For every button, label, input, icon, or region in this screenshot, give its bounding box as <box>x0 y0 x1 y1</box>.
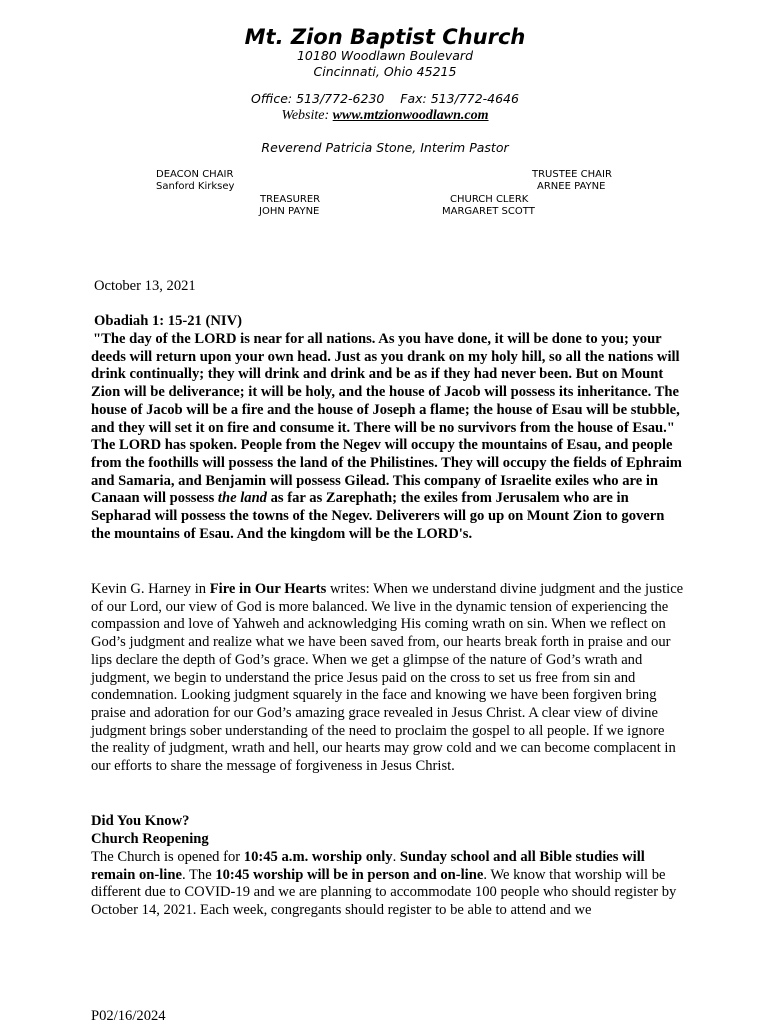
trustee-chair-title: TRUSTEE CHAIR <box>532 169 612 180</box>
church-reopening-heading: Church Reopening <box>91 831 209 847</box>
website-line <box>0 107 770 125</box>
reopen-text-1: The Church is opened for <box>91 849 244 865</box>
scripture-text-italic: the land <box>217 490 267 507</box>
scripture-text-part2: as far as Zarephath; the exiles from Jerusalem who are in Sepharad will possess the towns of the Negev. Deliverers will go up on Mount Zion to govern the mountains of Esau. And the kingdom will be the LORD's. <box>91 490 665 542</box>
reopen-text-4: . We know that worship will be different due to COVID-19 and we are planning to accommodate 100 people who should register by October 14, 2021. Each week, congregants should register to be able to attend and we <box>91 866 677 919</box>
reopen-text-2: . <box>392 849 400 865</box>
pastor-line: Reverend Patricia Stone, Interim Pastor <box>261 140 509 155</box>
fax-number: Fax: 513/772-4646 <box>400 91 519 106</box>
office-phone: Office: 513/772-6230 <box>251 91 385 106</box>
letter-date: October 13, 2021 <box>94 278 196 294</box>
phone-fax-line <box>0 91 770 107</box>
commentary-paragraph <box>91 581 685 776</box>
clerk-title: CHURCH CLERK <box>450 194 529 205</box>
trustee-chair-name: ARNEE PAYNE <box>537 181 606 192</box>
commentary-intro: Kevin G. Harney in <box>91 581 210 597</box>
address-line-1: 10180 Woodlawn Boulevard <box>296 48 474 63</box>
reopen-bold-2: Sunday school and all Bible studies will remain on-line <box>91 849 645 883</box>
deacon-chair-title: DEACON CHAIR <box>156 169 234 180</box>
website-label: Website: <box>281 108 330 123</box>
scripture-text-part1: "The day of the LORD is near for all nations. As you have done, it will be done to you; your deeds will return upon your own head. Just as you drank on my holy hill, so all the nations will drink continually; they will drink and drink and be as if they had never been. But on Mount Zion will be deliverance; it will be holy, and the house of Jacob will possess its inheritance. The house of Jacob will be a fire and the house of Joseph a flame; the house of Esau will be stubble, and they will set it on fire and consume it. There will be no survivors from the house of Esau." The LORD has spoken. People from the Negev will occupy the mountains of Esau, and people from the foothills will possess the land of the Philistines. They will occupy the fields of Ephraim and Samaria, and Benjamin will possess Gilead. This company of Israelite exiles who are in Canaan will possess <box>91 331 682 507</box>
clerk-name: MARGARET SCOTT <box>442 206 535 217</box>
book-title: Fire in Our Hearts <box>209 581 327 597</box>
website-link[interactable]: www.mtzionwoodlawn.com <box>332 108 489 123</box>
commentary-body: writes: When we understand divine judgment and the justice of our Lord, our view of God is more balanced. We live in the dynamic tension of experiencing the compassion and love of Yahweh and acknowledging His coming wrath on sin. When we reflect on God’s judgment and realize what we have been saved from, our hearts break forth in praise and our lips declare the depth of God’s grace. When we get a glimpse of the nature of God’s wrath and judgment, we begin to understand the price Jesus paid on the cross to set us free from sin and condemnation. Looking judgment squarely in the face and knowing we have been forgiven bring praise and adoration for our God’s amazing grace revealed in Jesus Christ. A clear view of divine judgment brings sober understanding of the need to proclaim the gospel to all people. If we ignore the reality of judgment, wrath and hell, our hearts may grow cold and we can become complacent in our efforts to share the message of forgiveness in Jesus Christ. <box>91 581 684 775</box>
did-you-know-heading: Did You Know? <box>91 813 190 829</box>
scripture-passage <box>91 331 685 543</box>
church-name: Mt. Zion Baptist Church <box>244 25 526 49</box>
footer-page-code: P02/16/2024 <box>91 1008 166 1024</box>
reopening-paragraph <box>91 849 685 920</box>
reopen-bold-3: 10:45 worship will be in person and on-line <box>215 866 484 883</box>
address-line-2: Cincinnati, Ohio 45215 <box>313 64 457 79</box>
deacon-chair-name: Sanford Kirksey <box>156 181 235 192</box>
reopen-bold-1: 10:45 a.m. worship only <box>243 849 393 865</box>
reopen-text-3: . The <box>181 866 216 883</box>
treasurer-title: TREASURER <box>260 194 321 205</box>
scripture-reference: Obadiah 1: 15-21 (NIV) <box>94 313 242 329</box>
treasurer-name: JOHN PAYNE <box>259 206 320 217</box>
